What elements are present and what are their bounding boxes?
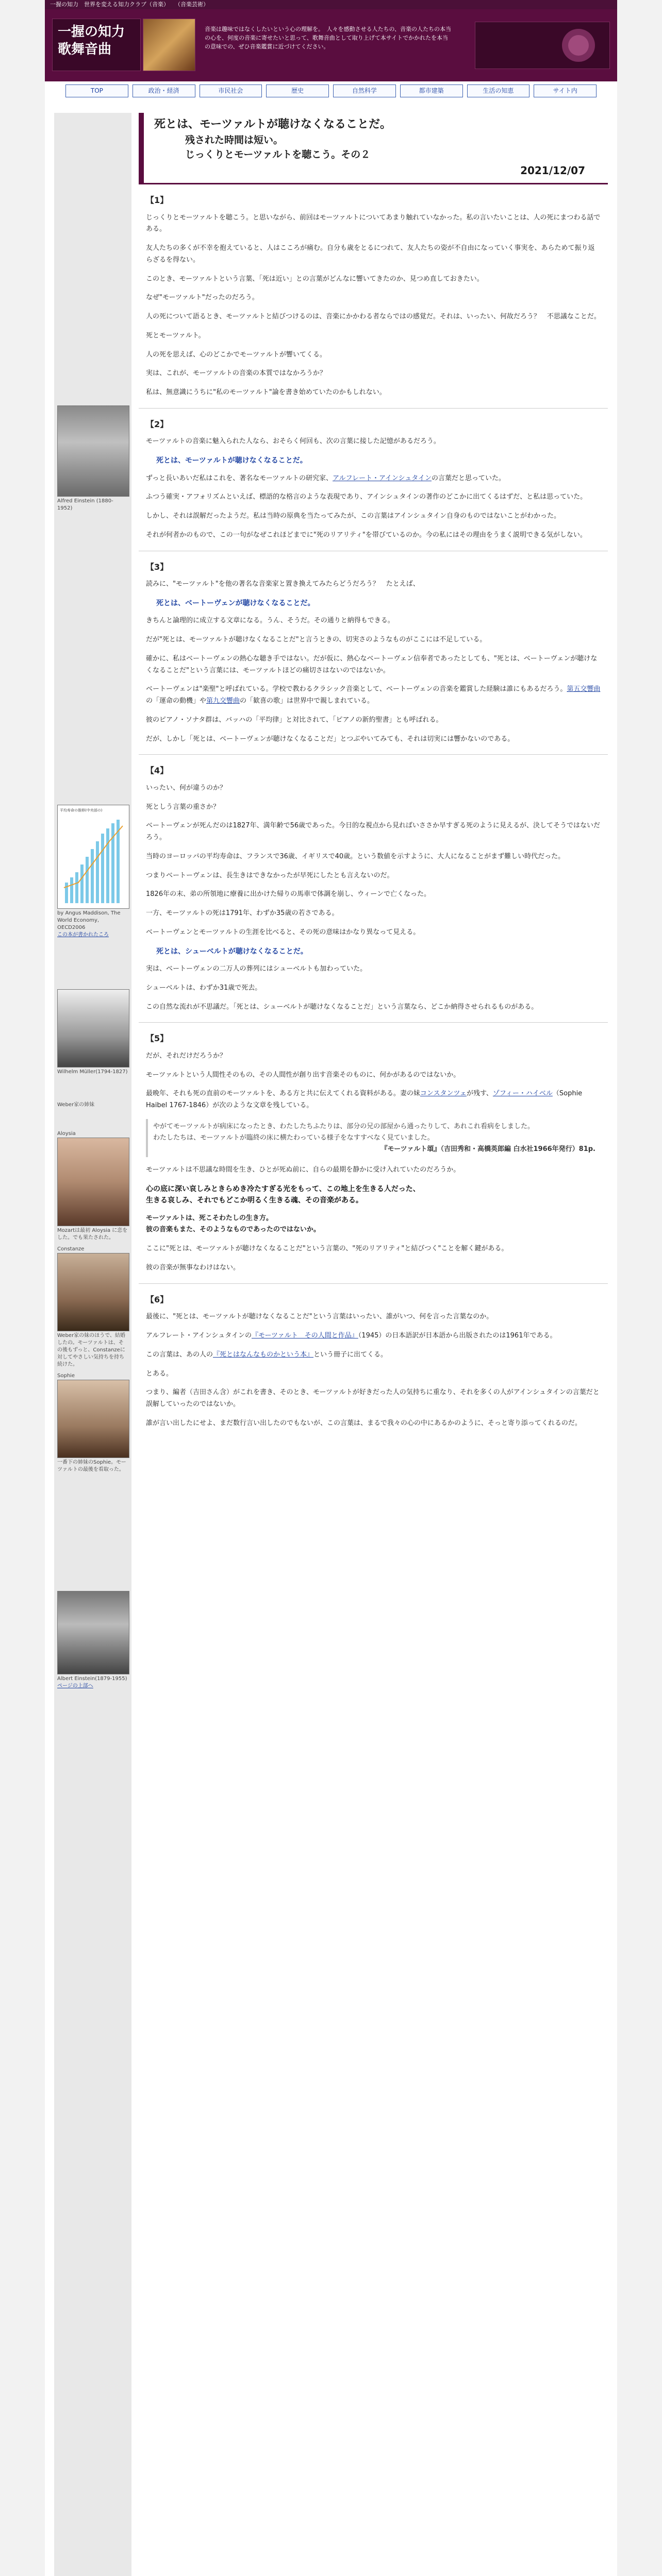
fig5-caption: Mozartは最初 Aloysia に恋をした。でも果たされた。 (57, 1228, 128, 1241)
paragraph: ここに"死とは、モーツァルトが聴けなくなることだ"という言葉の、"死のリアリティ"と結びつく"ことを解く鍵がある。 (146, 1245, 508, 1253)
sophie-portrait (57, 1380, 129, 1458)
nav-history[interactable]: 歴史 (266, 84, 329, 97)
nav-life[interactable]: 生活の知恵 (467, 84, 530, 97)
header-photo (143, 19, 195, 71)
header-tagline: 音楽は趣味ではなくしたいという心の理解を。 人々を感動させる人たちの、音楽の人たちの本当の心を、何度の音楽に寄せたいと思って、歌舞音曲として取り上げて本サイトでかかれたを本当の意味での、ぜひ音楽鑑賞に近づけてください。 (205, 26, 452, 50)
paragraph: だが、それだけだろうか？ (146, 1052, 227, 1060)
text: この言葉は、あの人の (146, 1350, 213, 1359)
life-expectancy-chart (57, 805, 129, 909)
sidebar-figure-muller (57, 989, 128, 1076)
section-number: 【3】 (146, 562, 169, 572)
divider (139, 1283, 608, 1284)
site-title-line2: 歌舞音曲 (58, 42, 112, 57)
divider (139, 1022, 608, 1023)
site-title-line1: 一握の知力 (58, 24, 125, 40)
paragraph: いったい、何が違うのか？ (146, 784, 227, 792)
paragraph: 友人たちの多くが不幸を抱えていると、人はこころが痛む。自分も歳をとるにつれて、友人たちの姿が不自由になっていく事実を、あらためて振り返らざるを得ない。 (146, 244, 595, 264)
paragraph: だが、しかし「死とは、ベートーヴェンが聴けなくなることだ」とつぶやいてみても、それは切実には響かないのである。 (146, 735, 515, 743)
key-quote: 死とは、シューベルトが聴けなくなることだ。 (156, 947, 308, 956)
constanze-link[interactable]: コンスタンツェ (420, 1090, 467, 1098)
book-citation: 『モーツァルト頌』（吉田秀和・高橋英郎編 白水社1966年発行）81p. (380, 1145, 595, 1154)
section-6 (146, 1293, 601, 1430)
header-decoration (475, 22, 610, 69)
paragraph: だが"死とは、モーツァルトが聴けなくなることだ"と言うときの、切実さのようなものがここには不足している。 (146, 636, 487, 644)
paragraph: 彼のピアノ・ソナタ群は、バッハの「平均律」と対比されて、「ピアノの新約聖書」とも呼ばれる。 (146, 716, 443, 724)
fig5-label: Aloysia (57, 1131, 76, 1137)
text: 最晩年、それも死の直前のモーツァルトを、ある方と共に伝えてくれる資料がある。妻の妹 (146, 1090, 420, 1098)
paragraph (146, 1349, 601, 1361)
paragraph: ベートーヴェンとモーツァルトの生涯を比べると、その死の意味はかなり異なって見える。 (146, 928, 420, 936)
section-5 (146, 1032, 601, 1274)
sidebar (54, 113, 131, 2576)
section-number: 【1】 (146, 195, 169, 205)
fig2-caption: 平均寿命の推移(中央部の) (60, 808, 103, 813)
death-book-link[interactable]: 『死とはなんなものかという本』 (213, 1350, 314, 1359)
page (45, 0, 617, 2576)
sidebar-figure-einstein-albert (57, 1591, 128, 1690)
fig6-caption: Weber家の妹のほうで、結婚したの。モーツァルトは、その後もずっと、Constanzeに対してやさしい気持ちを持ち続けた。 (57, 1333, 125, 1368)
article-subtitle-1: 残された時間は短い。 (185, 134, 284, 146)
paragraph: このとき、モーツァルトという言葉、「死は近い」との言葉がどんなに響いてきたのか、見つめ直しておきたい。 (146, 275, 484, 283)
key-quote: 死とは、ベートーヴェンが聴けなくなることだ。 (156, 599, 315, 607)
paragraph: 一方、モーツァルトの死は1791年、わずか35歳の若さである。 (146, 909, 339, 918)
sidebar-figure-aloysia (57, 1138, 128, 1242)
fig8-caption: Albert Einstein(1879-1955) (57, 1676, 127, 1682)
article-title-box (139, 113, 608, 184)
fig1-caption: Alfred Einstein (1880-1952) (57, 498, 113, 512)
paragraph: 誰が言い出したにせよ、まだ数行言い出したのでもないが、この言葉は、まるで我々の心の中にあるかのように、そっと寄り添ってくれるのだ。 (146, 1419, 582, 1427)
site-logo[interactable] (52, 19, 141, 71)
top-strip: 一握の知力 世界を変える知力クラブ（音楽） （音楽芸術） (45, 0, 617, 9)
article-subtitle-2: じっくりとモーツァルトを聴こう。その２ (185, 149, 371, 161)
sidebar-figure-einstein-alfred (57, 405, 128, 512)
quote-text: わたしたちは、モーツァルトが臨終の床に横たわっている様子をなすすべなく見ていました。 (153, 1133, 434, 1142)
fig4-label: Weber家の姉妹 (57, 1102, 95, 1108)
paragraph: つまり、編者（吉田さん含）がこれを書き、そのとき、モーツァルトが好きだった人の気持ちに重なり、それを多くの人がアインシュタインの言葉だと誤解していったのではないか。 (146, 1388, 600, 1409)
paragraph: それが何者かのもので、この一句がなぜこれほどまでに"死のリアリティ"を帯びているのか。今の私にはその理由をうまく説明できる気がしない。 (146, 531, 587, 539)
quote-text: やがてモーツァルトが病床になったとき、わたしたちふたりは、部分の兄の部屋から通ったりして、あれこれ看病をしました。 (153, 1122, 535, 1130)
text: の「運命の動機」や (146, 697, 207, 705)
section-number: 【6】 (146, 1294, 169, 1304)
section-number: 【4】 (146, 766, 169, 776)
quote-block (146, 1119, 601, 1157)
sidebar-figure-constanze (57, 1253, 128, 1368)
fig6-label: Constanze (57, 1246, 85, 1252)
section-2 (146, 418, 601, 541)
muller-portrait (57, 989, 129, 1067)
paragraph: ふつう確実・アフォリズムといえば、標語的な格言のような表現であり、アインシュタインの著作のどこかに出てくるはずだ、と私は思っていた。 (146, 493, 587, 501)
section-4 (146, 764, 601, 1013)
paragraph: 死とモーツァルト。 (146, 331, 205, 340)
aloysia-portrait (57, 1138, 129, 1226)
paragraph: 死としう言葉の重さか？ (146, 803, 220, 811)
paragraph: ベートーヴェンが死んだのは1827年、満年齢で56歳であった。今日的な視点から見ればいささか早すぎる死のように見えるが、決してそうではないだろう。 (146, 822, 600, 842)
header-banner (45, 9, 617, 81)
paragraph: しかし、それは誤解だったようだ。私は当時の原典を当たってみたが、この言葉はアインシュタイン自身のものではないことがわかった。 (146, 512, 560, 520)
paragraph: 確かに、私はベートーヴェンの熱心な聴き手ではない。だが仮に、熱心なベートーヴェン信奉者であったとしても、"死とは、ベートーヴェンが聴けなくなることだ"という言葉には、モーツァルトほどの痛切さはないのではないか。 (146, 654, 598, 674)
section-number: 【5】 (146, 1033, 169, 1044)
page-top-link[interactable]: ページの上部へ (57, 1683, 93, 1689)
nav-architecture[interactable]: 都市建築 (400, 84, 463, 97)
main-nav (45, 81, 617, 104)
nav-society[interactable]: 市民社会 (200, 84, 262, 97)
paragraph: 私は、無意識にうちに"私のモーツァルト"論を書き始めていたのかもしれない。 (146, 388, 386, 397)
paragraph: 最後に、"死とは、モーツァルトが聴けなくなることだ"という言葉はいったい、誰がいつ、何を言った言葉なのか。 (146, 1313, 493, 1321)
text: （Sophie Haibel 1767-1846）が次のような文章を残している。 (146, 1090, 583, 1110)
text: の「歓喜の歌」は世界中で親しまれている。 (240, 697, 374, 705)
fifth-symphony-link[interactable]: 第五交響曲 (567, 685, 601, 693)
paragraph (146, 1088, 601, 1112)
nav-site[interactable]: サイト内 (534, 84, 597, 97)
einstein-link[interactable]: アルフレート・アインシュタイン (333, 474, 432, 482)
article-date: 2021/12/07 (520, 164, 585, 177)
text: ベートーヴェンは"楽聖"と呼ばれている。学校で教わるクラシック音楽として、ベートーヴェンの音楽を鑑賞した経験は誰にもあるだろう。 (146, 685, 567, 693)
content-area (45, 104, 617, 2576)
sidebar-figure-sophie (57, 1380, 128, 1473)
nav-politics[interactable]: 政治・経済 (133, 84, 195, 97)
text: アルフレート・アインシュタインの (146, 1332, 252, 1340)
mozart-book-link[interactable]: 『モーツァルト その人間と作品』 (251, 1332, 358, 1340)
paragraph: モーツァルトという人間性そのもの、その人間性が創り出す音楽そのものに、何かがあるのではないか。 (146, 1071, 460, 1079)
divider (139, 408, 608, 409)
fig2-note: by Angus Maddison, The World Economy, OECD2006 (57, 910, 121, 931)
article (139, 113, 608, 2576)
paragraph: とある。 (146, 1369, 173, 1378)
text: という冊子に出てくる。 (313, 1350, 388, 1359)
bold-statement: 心の底に深い哀しみときらめき冷たすぎる光をもって、この地上を生きる人だった、 生きる哀しみ、それでもどこか明るく生きる魂、その音楽がある。 (146, 1184, 420, 1205)
nav-top[interactable]: TOP (65, 84, 128, 97)
text: （1945）の日本語訳が日本語から出版されたのは1961年である。 (358, 1332, 557, 1340)
text: が残す、 (466, 1090, 493, 1098)
paragraph: 彼の音楽が無事なわけはない。 (146, 1263, 240, 1272)
paragraph: つまりベートーヴェンは、長生きはできなかったが早死にしたとも言えないのだ。 (146, 871, 394, 879)
section-3 (146, 561, 601, 745)
paragraph (146, 1330, 601, 1342)
section-number: 【2】 (146, 419, 169, 429)
constanze-portrait (57, 1253, 129, 1331)
paragraph: 人の死について語るとき、モーツァルトと結びつけるのは、音楽にかかわる者ならではの感覚だ。それは、いったい、何故だろう？ 不思議なことだ。 (146, 313, 601, 321)
key-quote: 死とは、モーツァルトが聴けなくなることだ。 (156, 456, 307, 465)
paragraph: 1826年の末、弟の所領地に療養に出かけた帰りの馬車で体調を崩し、ウィーンで亡くなった。 (146, 890, 431, 899)
paragraph: きちんと論理的に成立する文章になる。うん、そうだ。その通りと納得もできる。 (146, 617, 394, 625)
paragraph: なぜ"モーツァルト"だったのだろう。 (146, 294, 259, 302)
paragraph: 実は、これが、モーツァルトの音楽の本質ではなかろうか？ (146, 369, 326, 378)
fig2-link[interactable]: この本が書かれたころ (57, 932, 109, 938)
paragraph (146, 684, 601, 707)
section-1 (146, 194, 601, 399)
paragraph: モーツァルトは、死こそわたしの生き方。 彼の音楽もまた、そのようなものであったのではないか。 (146, 1214, 320, 1234)
paragraph: モーツァルトの音楽に魅入られた人なら、おそらく何回も、次の言葉に接した記憶があるだろう。 (146, 437, 440, 446)
paragraph: 実は、ベートーヴェンの二万人の葬列にはシューベルトも加わっていた。 (146, 965, 367, 973)
albert-einstein-portrait (57, 1591, 129, 1674)
alfred-einstein-portrait (57, 405, 129, 497)
paragraph: モーツァルトは不思議な時間を生き、ひとが死ぬ前に、自らの最期を静かに受け入れていたのだろうか。 (146, 1166, 460, 1174)
fig7-label: Sophie (57, 1373, 75, 1379)
text: ずっと長いあいだ私はこれを、著名なモーツァルトの研究家、 (146, 474, 333, 482)
ninth-symphony-link[interactable]: 第九交響曲 (206, 697, 240, 705)
fig7-caption: 一番下の姉妹のSophie。モーツァルトの最後を看取った。 (57, 1460, 126, 1473)
paragraph: シューベルトは、わずか31歳で死去。 (146, 984, 262, 992)
paragraph: 当時のヨーロッパの平均寿命は、フランスで36歳、イギリスで40歳。という数値を示すように、大人になることがまず難しい時代だった。 (146, 852, 565, 860)
paragraph: じっくりとモーツァルトを聴こう。と思いながら、前回はモーツァルトについてあまり触れていなかった。私の言いたいことは、人の死にまつわる話である。 (146, 213, 601, 233)
article-title: 死とは、モーツァルトが聴けなくなることだ。 (154, 118, 392, 131)
divider (139, 754, 608, 755)
paragraph: 読みに、"モーツァルト"を他の著名な音楽家と置き換えてみたらどうだろう？ たとえば、 (146, 580, 420, 588)
paragraph: 人の死を思えば、心のどこかでモーツァルトが響いてくる。 (146, 350, 326, 359)
paragraph: この自然な流れが不思議だ。「死とは、シューベルトが聴けなくなることだ」という言葉なら、どこか納得させられるものがある。 (146, 1003, 538, 1011)
text: の言葉だと思っていた。 (432, 474, 506, 482)
paragraph (146, 473, 601, 485)
fig3-caption: Wilhelm Müller(1794-1827) (57, 1069, 128, 1075)
sidebar-figure-life-expectancy (57, 805, 128, 939)
sophie-link[interactable]: ゾフィー・ハイベル (492, 1090, 553, 1098)
nav-science[interactable]: 自然科学 (333, 84, 396, 97)
